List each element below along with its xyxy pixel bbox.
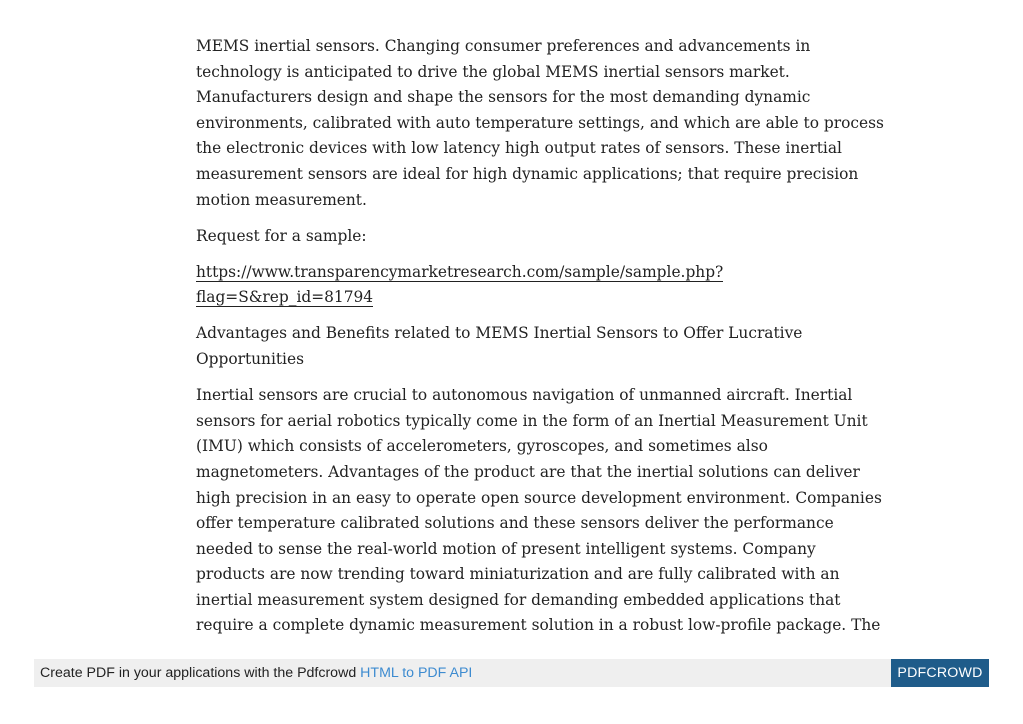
paragraph-line: environments, calibrated with auto temperature settings, and which are able to process <box>196 113 884 132</box>
paragraph-line: products are now trending toward miniaturization and are fully calibrated with an <box>196 565 840 584</box>
paragraph-line: sensors for aerial robotics typically come in the form of an Inertial Measurement Unit <box>196 411 868 430</box>
article-body <box>196 34 884 639</box>
pdfcrowd-footer <box>34 659 989 687</box>
pdfcrowd-badge[interactable]: PDFCROWD <box>891 659 989 687</box>
sample-request-label: Request for a sample: <box>196 226 367 245</box>
paragraph-line: inertial measurement system designed for demanding embedded applications that <box>196 590 841 609</box>
paragraph-line: require a complete dynamic measurement solution in a robust low-profile package. The <box>196 616 881 635</box>
sample-link-continued[interactable]: flag=S&rep_id=81794 <box>196 288 374 307</box>
paragraph-line: technology is anticipated to drive the global MEMS inertial sensors market. <box>196 62 790 81</box>
sample-link-row <box>196 285 828 311</box>
paragraph-line: motion measurement. <box>196 190 367 209</box>
footer-prefix: Create PDF in your applications with the Pdfcrowd <box>40 665 361 681</box>
paragraph-line: needed to sense the real-world motion of present intelligent systems. Company <box>196 539 816 558</box>
paragraph-line: Inertial sensors are crucial to autonomous navigation of unmanned aircraft. Inertial <box>196 386 853 405</box>
paragraph-line: high precision in an easy to operate open source development environment. Companies <box>196 488 882 507</box>
paragraph-line: measurement sensors are ideal for high dynamic applications; that require precision <box>196 164 859 183</box>
sample-link-row <box>196 260 828 286</box>
section-heading: Opportunities <box>196 350 304 369</box>
sample-link[interactable]: https://www.transparencymarketresearch.com/sample/sample.php? <box>196 262 724 281</box>
footer-text <box>40 665 472 681</box>
section-heading: Advantages and Benefits related to MEMS Inertial Sensors to Offer Lucrative <box>196 324 803 343</box>
paragraph-line: the electronic devices with low latency high output rates of sensors. These inertial <box>196 139 842 158</box>
paragraph-line: (IMU) which consists of accelerometers, gyroscopes, and sometimes also <box>196 437 768 456</box>
paragraph-line: offer temperature calibrated solutions and these sensors deliver the performance <box>196 514 834 533</box>
paragraph-line: magnetometers. Advantages of the product are that the inertial solutions can deliver <box>196 462 860 481</box>
paragraph-line: Manufacturers design and shape the sensors for the most demanding dynamic <box>196 88 811 107</box>
paragraph-line: MEMS inertial sensors. Changing consumer preferences and advancements in <box>196 37 811 55</box>
html-to-pdf-api-link[interactable]: HTML to PDF API <box>360 665 473 681</box>
